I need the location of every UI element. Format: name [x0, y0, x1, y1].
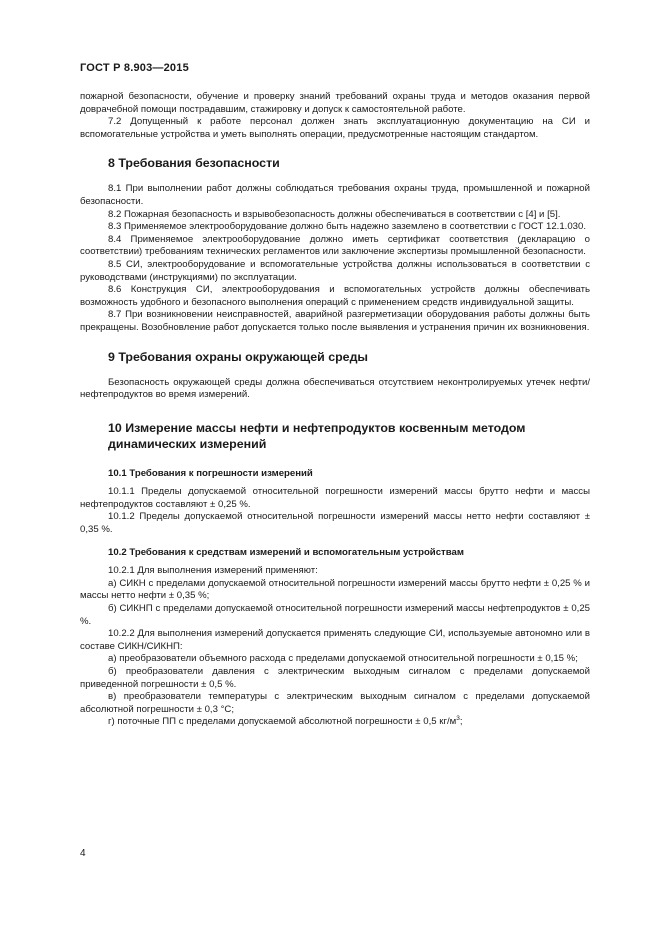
page-content: [80, 91, 590, 729]
paragraph-10-1-1: 10.1.1 Пределы допускаемой относительной погрешности измерений массы брутто нефти и массы нефтепродуктов составляют ± 0,25 %.: [80, 486, 590, 510]
section-10-title: [80, 420, 590, 452]
superscript-3: 3: [456, 715, 460, 723]
paragraph-8-3: 8.3 Применяемое электрооборудование должно быть надежно заземлено в соответствии с ГОСТ 12.1.030.: [108, 221, 587, 233]
paragraph-10-2-2-g-end: ;: [459, 716, 463, 728]
subsection-10-1-title: 10.1 Требования к погрешности измерений: [108, 467, 313, 479]
paragraph-10-2-2-g: [80, 716, 590, 729]
paragraph-8-5: 8.5 СИ, электрооборудование и вспомогательные устройства должны использоваться в соответствии с руководствами (инструкциями) по эксплуатации.: [80, 258, 590, 283]
paragraph-10-2-1-b: б) СИКНП с пределами допускаемой относительной погрешности измерений массы нефтепродуктов ± 0,25 %.: [80, 603, 590, 627]
paragraph-8-4: 8.4 Применяемое электрооборудование должно иметь сертификат соответствия (декларацию о соответствии) требованиям технических регламентов или заключение экспертизы промышленной безопасности.: [80, 233, 590, 258]
paragraph-10-2-2-v: в) преобразователи температуры с электрическим выходным сигналом с пределами допускаемой абсолютной погрешности ± 0,3 °С;: [80, 691, 590, 715]
section-9-title: 9 Требования охраны окружающей среды: [108, 349, 369, 364]
paragraph-10-2-1-a: а) СИКН с пределами допускаемой относительной погрешности измерений массы брутто нефти ± 0,25 % и массы нетто нефти ± 0,35 %;: [80, 577, 590, 602]
page-number: 4: [80, 848, 86, 859]
subsection-10-2-title: 10.2 Требования к средствам измерений и вспомогательным устройствам: [108, 546, 464, 558]
standard-header: ГОСТ Р 8.903—2015: [80, 62, 189, 74]
paragraph-10-2-2: 10.2.2 Для выполнения измерений допускается применять следующие СИ, используемые автономно или в составе СИКН/СИКНП:: [80, 628, 590, 652]
paragraph-8-6: 8.6 Конструкция СИ, электрооборудования и вспомогательных устройств должны обеспечивать возможность удобного и безопасного выполнения операций с применением средств индивидуальной защиты.: [80, 284, 590, 308]
intro-paragraph: пожарной безопасности, обучение и проверку знаний требований охраны труда и методов оказания первой доврачебной помощи пострадавшим, стажировку и допуск к самостоятельной работе.: [80, 91, 590, 115]
paragraph-8-7: 8.7 При возникновении неисправностей, аварийной разгерметизации оборудования работы должны быть прекращены. Возобновление работ допускается только после выявления и устранения причин их возникновения.: [80, 309, 590, 333]
paragraph-9: Безопасность окружающей среды должна обеспечиваться отсутствием неконтролируемых утечек нефти/нефтепродуктов во время измерений.: [80, 376, 590, 401]
section-8-title: 8 Требования безопасности: [108, 156, 280, 171]
paragraph-10-2-1: 10.2.1 Для выполнения измерений применяют:: [108, 565, 318, 577]
paragraph-10-2-2-a: а) преобразователи объемного расхода с пределами допускаемой относительной погрешности ± 0,15 %;: [108, 653, 578, 665]
section-10-title-line2: динамических измерений: [108, 436, 267, 451]
paragraph-7-2: 7.2 Допущенный к работе персонал должен знать эксплуатационную документацию на СИ и вспомогательные устройства и уметь выполнять операции, предусмотренные настоящим стандартом.: [80, 116, 590, 140]
paragraph-8-2: 8.2 Пожарная безопасность и взрывобезопасность должны обеспечиваться в соответствии с [4] и [5].: [108, 208, 561, 220]
paragraph-10-2-2-g-text: г) поточные ПП с пределами допускаемой абсолютной погрешности ± 0,5 кг/м: [108, 716, 457, 728]
paragraph-10-2-2-b: б) преобразователи давления с электрическим выходным сигналом с пределами допускаемой приведенной погрешности ± 0,5 %.: [80, 666, 590, 690]
paragraph-10-1-2: 10.1.2 Пределы допускаемой относительной погрешности измерений массы нетто нефти составляют ± 0,35 %.: [80, 511, 590, 536]
paragraph-8-1: 8.1 При выполнении работ должны соблюдаться требования охраны труда, промышленной и пожарной безопасности.: [80, 183, 590, 207]
section-10-title-line1: 10 Измерение массы нефти и нефтепродуктов косвенным методом: [108, 420, 526, 435]
